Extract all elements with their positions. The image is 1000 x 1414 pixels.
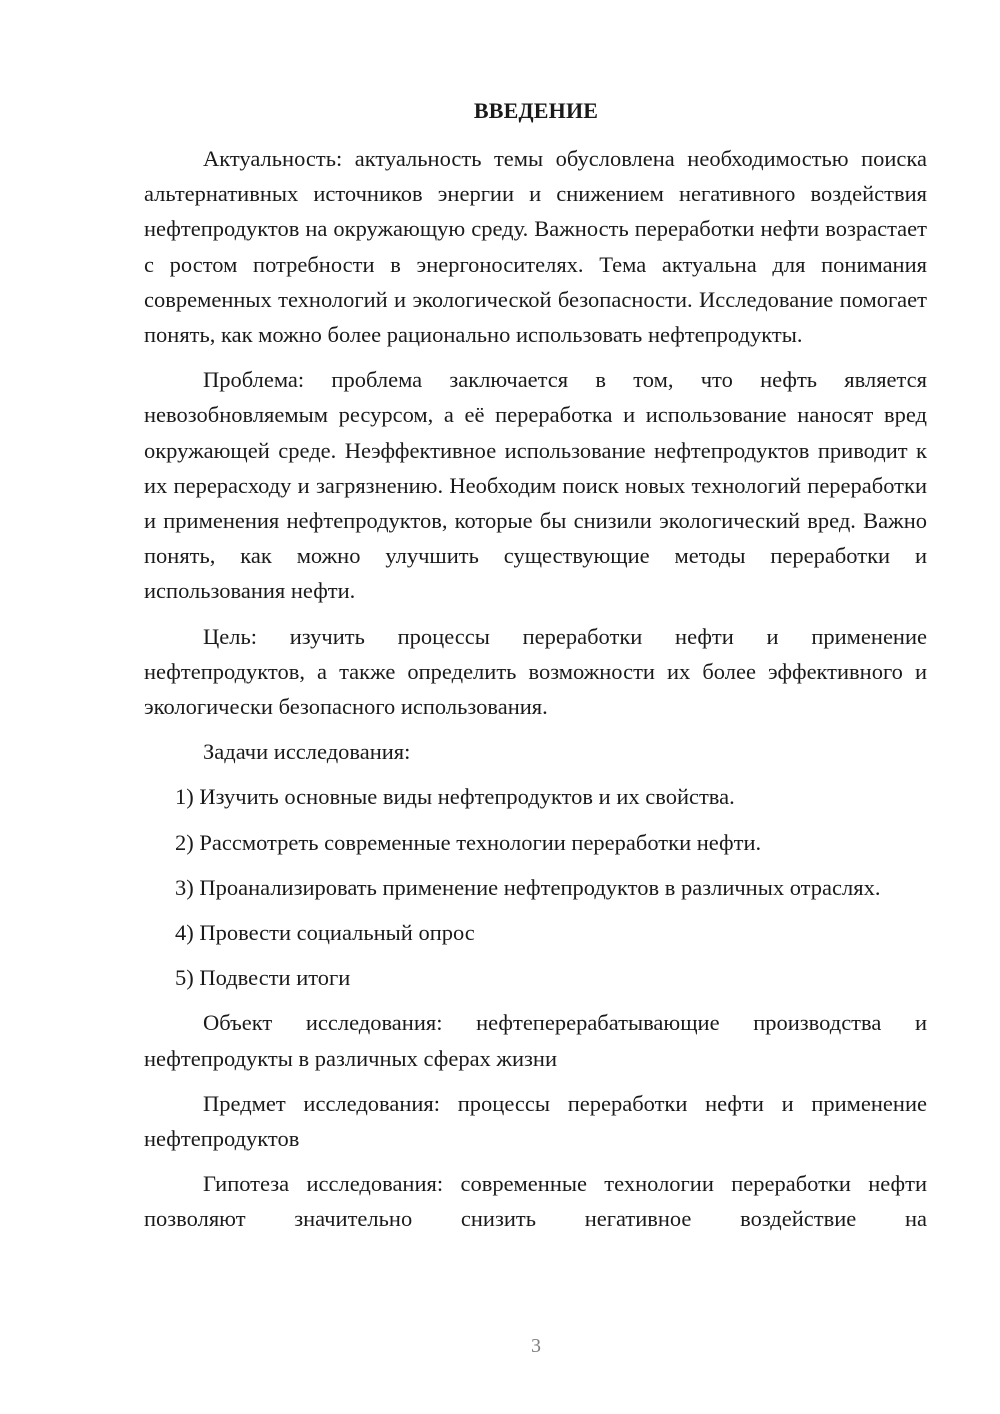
page-number: 3: [531, 1335, 541, 1357]
paragraph-goal: Цель: изучить процессы переработки нефти и применение нефтепродуктов, а также определить возможности их более эффективного и экологически безопасного использования.: [144, 623, 927, 720]
paragraph-object: Объект исследования: нефтеперерабатывающие производства и нефтепродукты в различных сферах жизни: [144, 1010, 927, 1071]
list-item: 5) Подвести итоги: [175, 965, 351, 991]
document-body: [144, 141, 927, 1247]
tasks-heading: Задачи исследования:: [203, 739, 411, 765]
paragraph-hypothesis: Гипотеза исследования: современные технологии переработки нефти позволяют значительно снизить негативное воздействие на: [144, 1171, 927, 1232]
paragraph-subject: Предмет исследования: процессы переработки нефти и применение нефтепродуктов: [144, 1090, 927, 1152]
list-item: 3) Проанализировать применение нефтепродуктов в различных отраслях.: [175, 874, 881, 900]
list-item: 2) Рассмотреть современные технологии переработки нефти.: [175, 829, 762, 855]
list-item: 1) Изучить основные виды нефтепродуктов и их свойства.: [175, 784, 735, 810]
list-item: 4) Провести социальный опрос: [175, 920, 475, 946]
paragraph-relevance: Актуальность: актуальность темы обусловлена необходимостью поиска альтернативных источников энергии и снижением негативного воздействия нефтепродуктов на окружающую среду. Важность переработки нефти возрастает с ростом потребности в энергоносителях. Тема актуальна для понимания современных технологий и экологической безопасности. Исследование помогает понять, как можно более рационально использовать нефтепродукты.: [144, 146, 927, 348]
paragraph-problem: Проблема: проблема заключается в том, что нефть является невозобновляемым ресурсом, а её переработка и использование наносят вред окружающей среде. Неэффективное использование нефтепродуктов приводит к их перерасходу и загрязнению. Необходим поиск новых технологий переработки и применения нефтепродуктов, которые бы снизили экологический вред. Важно понять, как можно улучшить существующие методы переработки и использования нефти.: [144, 367, 927, 604]
tasks-list: [144, 779, 927, 995]
section-title: ВВЕДЕНИЕ: [473, 98, 599, 123]
